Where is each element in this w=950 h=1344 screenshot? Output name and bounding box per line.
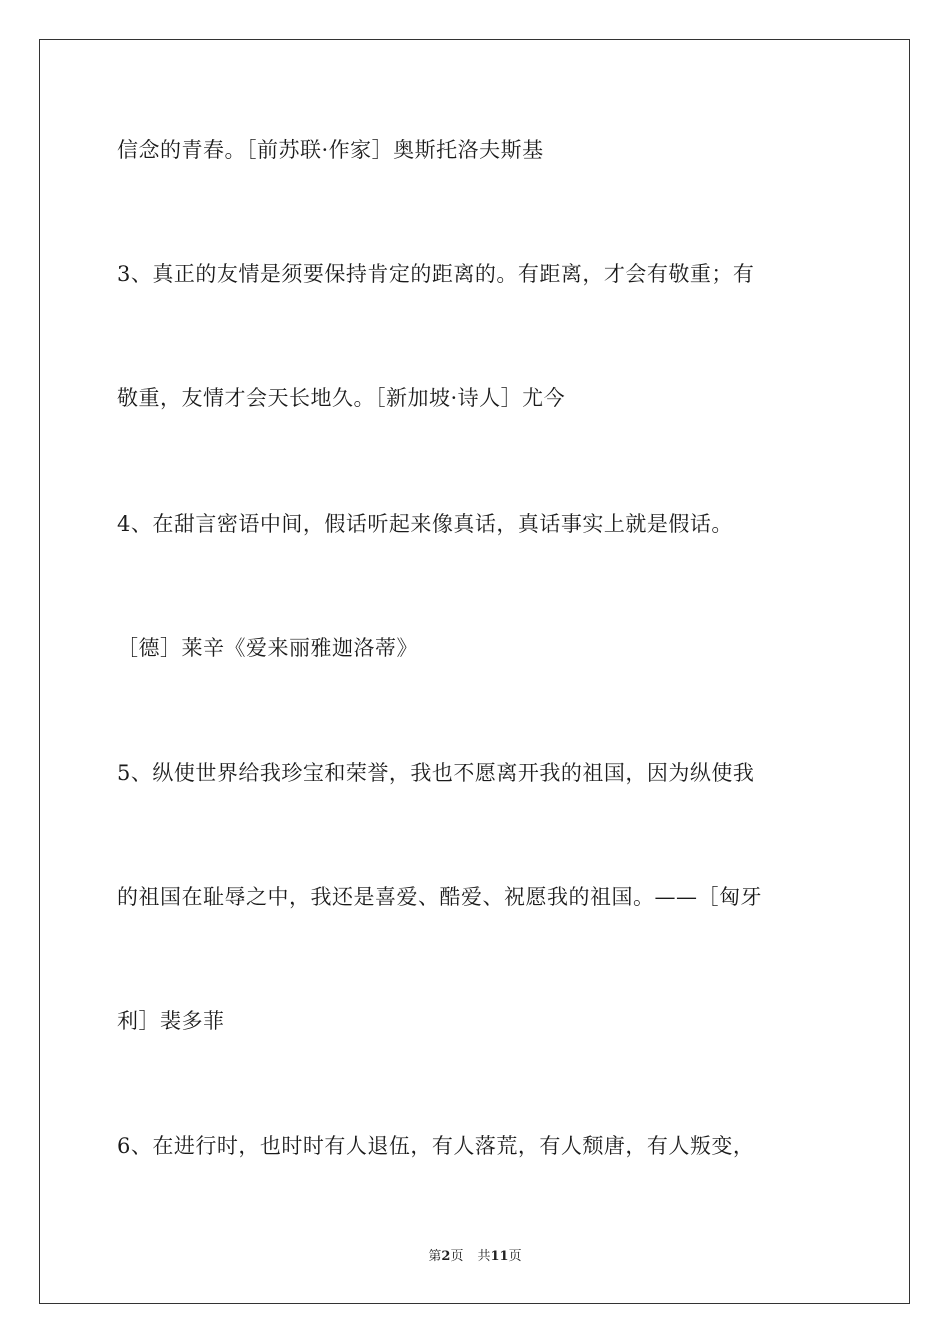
body-line-3: 敬重，友情才会天长地久。［新加坡·诗人］尤今 [117, 386, 566, 410]
page-prefix: 第 [428, 1249, 442, 1264]
page-footer [0, 1248, 950, 1266]
body-line-8: 利］裴多菲 [117, 1009, 225, 1033]
page-current: 2 [441, 1249, 451, 1264]
body-line-5: ［德］莱辛《爱来丽雅迦洛蒂》 [117, 636, 418, 660]
body-line-1: 信念的青春。［前苏联·作家］奥斯托洛夫斯基 [117, 138, 544, 162]
total-prefix: 共 [477, 1249, 491, 1264]
page-total: 11 [490, 1249, 509, 1264]
body-line-6: 5、纵使世界给我珍宝和荣誉，我也不愿离开我的祖国，因为纵使我 [117, 761, 755, 785]
page-border [39, 39, 910, 1304]
total-suffix: 页 [508, 1249, 522, 1264]
body-line-7: 的祖国在耻辱之中，我还是喜爱、酷爱、祝愿我的祖国。——［匈牙 [117, 885, 762, 909]
page-suffix: 页 [450, 1249, 464, 1264]
body-line-2: 3、真正的友情是须要保持肯定的距离的。有距离，才会有敬重；有 [117, 262, 755, 286]
body-line-9: 6、在进行时，也时时有人退伍，有人落荒，有人颓唐，有人叛变， [117, 1134, 755, 1158]
body-line-4: 4、在甜言密语中间，假话听起来像真话，真话事实上就是假话。 [117, 512, 733, 536]
